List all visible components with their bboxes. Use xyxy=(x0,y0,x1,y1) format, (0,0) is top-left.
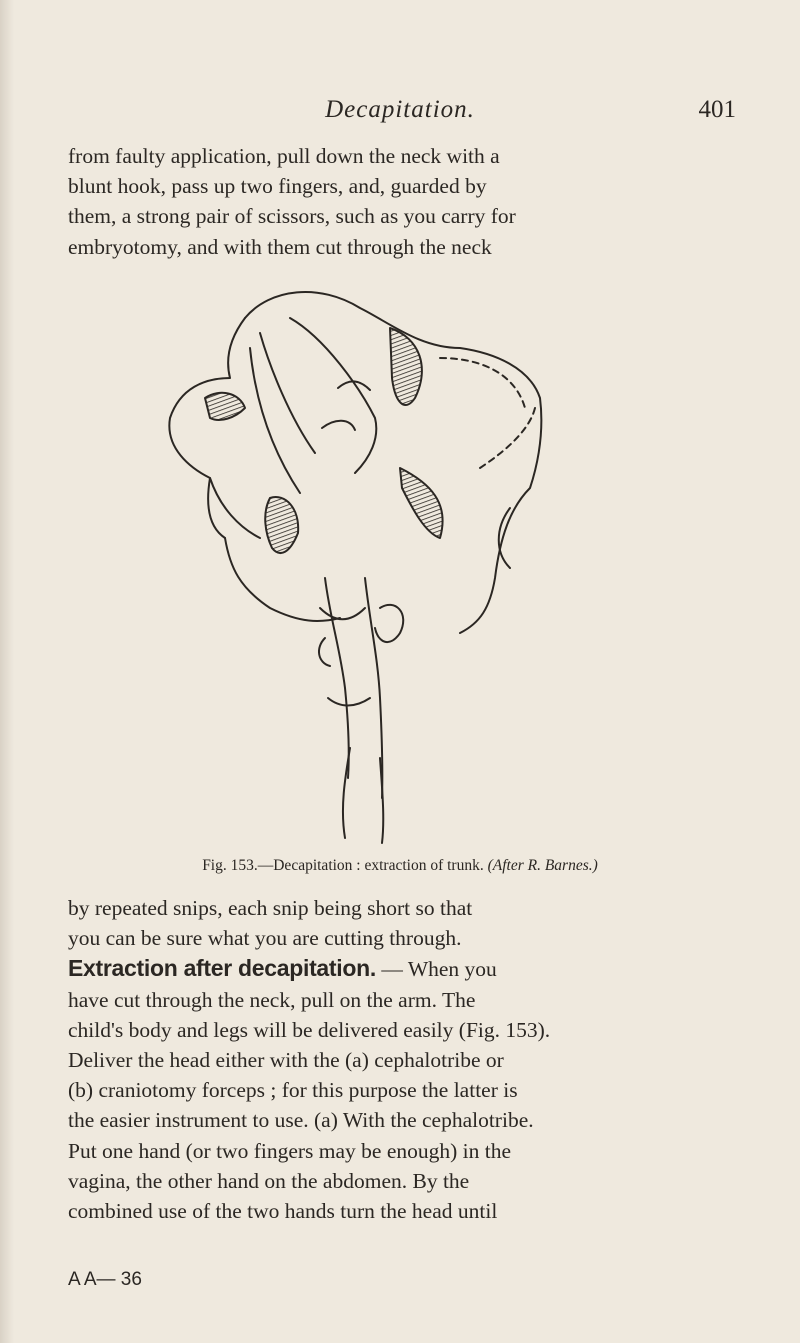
section-heading: Extraction after decapitation. xyxy=(68,955,376,982)
text-line: them, a strong pair of scissors, such as you carry for xyxy=(68,204,516,229)
text-block-top xyxy=(68,141,729,262)
text-line: (b) craniotomy forceps ; for this purpose the latter is xyxy=(68,1078,518,1103)
text-line xyxy=(68,953,729,984)
caption-text: Fig. 153.—Decapitation : extraction of trunk. xyxy=(202,857,484,874)
text-line: vagina, the other hand on the abdomen. By the xyxy=(68,1168,470,1193)
text-line: the easier instrument to use. (a) With the cephalotribe. xyxy=(68,1108,534,1133)
running-title: Decapitation. xyxy=(325,96,475,123)
heading-continuation: — When you xyxy=(375,957,497,982)
text-line: you can be sure what you are cutting through. xyxy=(68,926,462,951)
text-line: from faulty application, pull down the neck with a xyxy=(68,144,500,168)
signature-mark: A A— 36 xyxy=(68,1269,142,1290)
text-line: Put one hand (or two fingers may be enough) in the xyxy=(68,1138,512,1163)
page-number: 401 xyxy=(698,96,736,123)
text-line: by repeated snips, each snip being short so that xyxy=(68,896,473,920)
text-line: Deliver the head either with the (a) cephalotribe or xyxy=(68,1048,504,1073)
text-line: have cut through the neck, pull on the arm. The xyxy=(68,987,476,1012)
caption-attribution: (After R. Barnes.) xyxy=(487,857,598,874)
text-line: blunt hook, pass up two fingers, and, guarded by xyxy=(68,174,487,199)
figure-caption xyxy=(60,857,740,875)
pelvis-decapitation-icon xyxy=(150,278,560,852)
text-line: combined use of the two hands turn the head until xyxy=(68,1199,498,1224)
text-block-bottom xyxy=(68,893,729,1226)
page-edge-shadow xyxy=(0,0,14,1343)
text-line: child's body and legs will be delivered easily (Fig. 153). xyxy=(68,1017,551,1042)
page-header xyxy=(60,96,740,126)
figure-153 xyxy=(150,278,560,852)
text-line: embryotomy, and with them cut through the neck xyxy=(68,234,492,259)
